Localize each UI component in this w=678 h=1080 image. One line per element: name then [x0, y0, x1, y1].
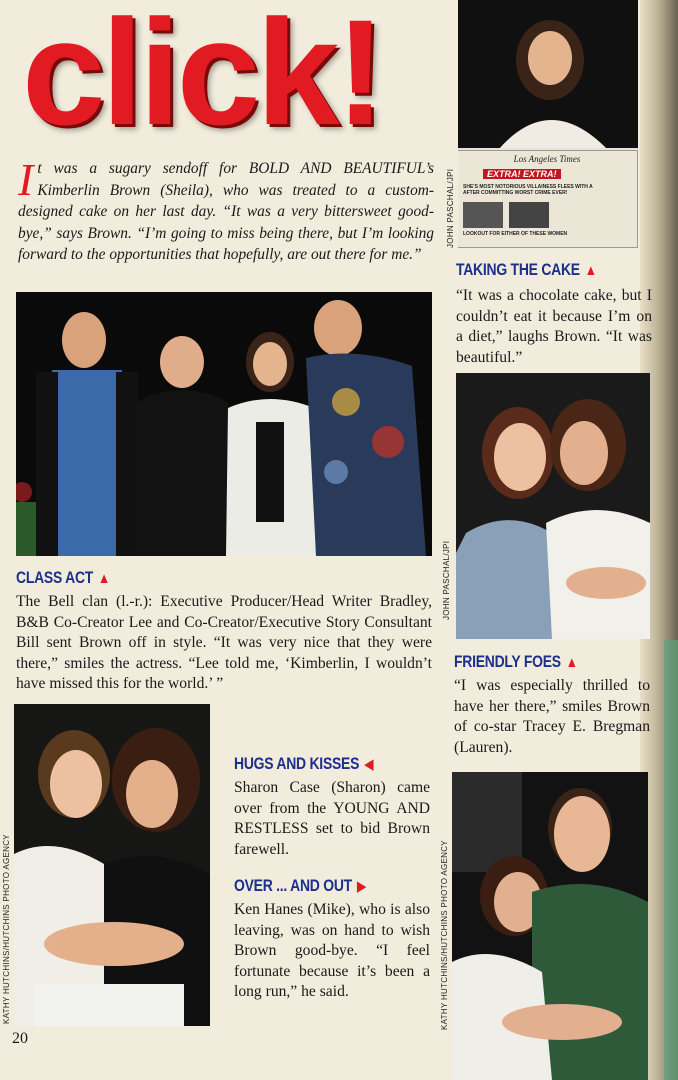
- newspaper-banner: EXTRA! EXTRA!: [483, 169, 561, 179]
- photo-class-act-image: [16, 292, 432, 556]
- page-title: click!: [22, 0, 382, 156]
- photo-friendly-foes: [456, 373, 650, 639]
- newspaper-headline: SHE’S MOST NOTORIOUS VILLAINESS FLEES WITH A: [463, 184, 593, 190]
- photo-over-and-out: [452, 772, 648, 1080]
- intro-paragraph: [18, 154, 434, 266]
- newspaper-photo-1: [463, 202, 503, 228]
- heading-over-and-out: OVER ... AND OUT ▶: [234, 876, 367, 895]
- caption-hugs-and-kisses: Sharon Case (Sharon) came over from the YOUNG AND RESTLESS set to bid Brown farewell.: [234, 779, 430, 858]
- photo-credit-middle: JOHN PASCHAL/JPI: [442, 540, 451, 620]
- photo-hugs-and-kisses: [14, 704, 210, 1026]
- photo-hugs-and-kisses-image: [14, 704, 210, 1026]
- arrow-left-icon: ◀: [364, 756, 374, 773]
- caption-class-act: The Bell clan (l.-r.): Executive Producer/Head Writer Bradley, B&B Co-Creator Lee and Co-Creator/Executive Story Consultant Bill sent Brown off in style. “It was very nice that they were there,” smiles the actress. “Lee told me, ‘Kimberlin, I wouldn’t have missed this for the world.’ ”: [16, 593, 432, 692]
- photo-class-act: [16, 292, 432, 556]
- photo-taking-the-cake: [458, 0, 638, 248]
- caption-taking-the-cake: “It was a chocolate cake, but I couldn’t eat it because I’m on a diet,” laughs Brown. “It was beautiful.”: [456, 287, 652, 366]
- heading-taking-the-cake: TAKING THE CAKE ▲: [456, 260, 597, 279]
- photo-friendly-foes-image: [456, 373, 650, 639]
- arrow-right-icon: ▶: [356, 878, 367, 895]
- photo-over-and-out-image: [452, 772, 648, 1080]
- photo-credit-left: KATHY HUTCHINS/HUTCHINS PHOTO AGENCY: [2, 834, 11, 1024]
- caption-friendly-foes: “I was especially thrilled to have her there,” smiles Brown of co-star Tracey E. Bregman (Lauren).: [454, 677, 650, 756]
- intro-text: t was a sugary sendoff for BOLD AND BEAUTIFUL’s Kimberlin Brown (Sheila), who was treated to a custom-designed cake on her last day. “It was a very bittersweet good-bye,” says Brown. “I’m going to miss being there, but I’m looking forward to the opportunities that hopefully, are out there for me.”: [18, 160, 434, 263]
- arrow-up-icon: ▲: [97, 570, 110, 587]
- arrow-up-icon: ▲: [584, 262, 597, 279]
- heading-hugs-and-kisses: HUGS AND KISSES ◀: [234, 754, 374, 773]
- newspaper-photo-2: [509, 202, 549, 228]
- photo-credit-right: KATHY HUTCHINS/HUTCHINS PHOTO AGENCY: [440, 840, 449, 1030]
- photo-credit-top: JOHN PASCHAL/JPI: [446, 168, 455, 248]
- heading-class-act: CLASS ACT ▲: [16, 568, 110, 587]
- newspaper-caption: LOOKOUT FOR EITHER OF THESE WOMEN: [463, 231, 568, 237]
- arrow-up-icon: ▲: [565, 654, 578, 671]
- page-number: 20: [12, 1030, 28, 1047]
- next-page-edge: [664, 640, 678, 1080]
- caption-over-and-out: Ken Hanes (Mike), who is also leaving, was on hand to wish Brown good-bye. “I feel fortunate because it’s been a long run,” he said.: [234, 901, 430, 1000]
- newspaper-subline: AFTER COMMITTING WORST CRIME EVER!: [463, 190, 568, 196]
- heading-friendly-foes: FRIENDLY FOES ▲: [454, 652, 578, 671]
- newspaper-prop: [458, 150, 638, 248]
- newspaper-masthead: Los Angeles Times: [513, 154, 581, 164]
- drop-cap: I: [18, 154, 34, 205]
